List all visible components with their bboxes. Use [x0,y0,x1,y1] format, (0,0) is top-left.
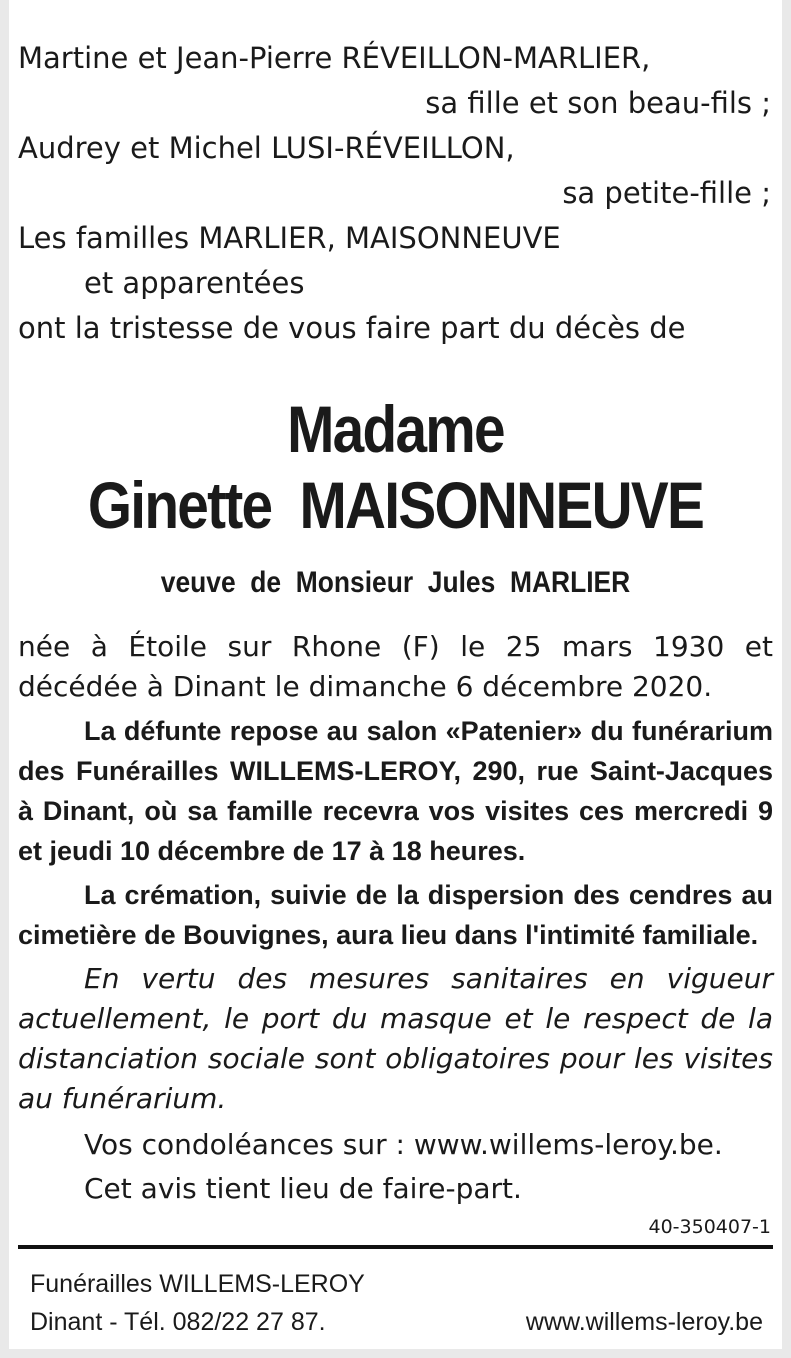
frame-right-border [782,0,791,1358]
frame-left-border [0,0,9,1358]
family-line-1: Martine et Jean-Pierre RÉVEILLON-MARLIER, [18,41,651,75]
cremation-paragraph: La crémation, suivie de la dispersion des cendres au cimetière de Bouvignes, aura lieu dans l'intimité familiale. [18,880,773,950]
condolences-line: Vos condoléances sur : www.willems-leroy.be. [84,1128,723,1161]
funeral-home-footer [18,1265,773,1341]
footer-divider [18,1245,773,1249]
funeral-home-website: www.willems-leroy.be [525,1308,763,1336]
family-line-4: et apparentées [84,266,305,300]
family-relation-1: sa fille et son beau-fils ; [425,86,771,120]
notice-line: Cet avis tient lieu de faire-part. [84,1172,522,1205]
viewing-paragraph: La défunte repose au salon «Patenier» du funérarium des Funérailles WILLEMS-LEROY, 290, rue Saint-Jacques à Dinant, où sa famille recevra vos visites ces mercredi 9 et jeudi 10 décembre de 17 à 18 heures. [18,716,773,866]
deceased-name: Ginette MAISONNEUVE [87,468,704,542]
announcement-line: ont la tristesse de vous faire part du décès de [18,311,686,345]
family-line-2: Audrey et Michel LUSI-RÉVEILLON, [18,131,515,165]
family-line-3: Les familles MARLIER, MAISONNEUVE [18,221,561,255]
deceased-title: Madame [287,392,504,466]
birth-death-paragraph: née à Étoile sur Rhone (F) le 25 mars 1930 et décédée à Dinant le dimanche 6 décembre 2020. [18,630,773,703]
family-announcement [18,0,773,351]
frame-bottom-border [0,1349,791,1358]
funeral-home-name: Funérailles WILLEMS-LEROY [30,1270,365,1298]
widow-of-line: veuve de Monsieur Jules MARLIER [160,566,631,599]
sanitary-paragraph: En vertu des mesures sanitaires en vigueur actuellement, le port du masque et le respect de la distanciation sociale sont obligatoires pour les visites au funérarium. [18,962,773,1115]
funeral-home-phone: Dinant - Tél. 082/22 27 87. [30,1308,326,1336]
reference-number: 40-350407-1 [648,1216,771,1238]
family-relation-2: sa petite-fille ; [562,176,771,210]
